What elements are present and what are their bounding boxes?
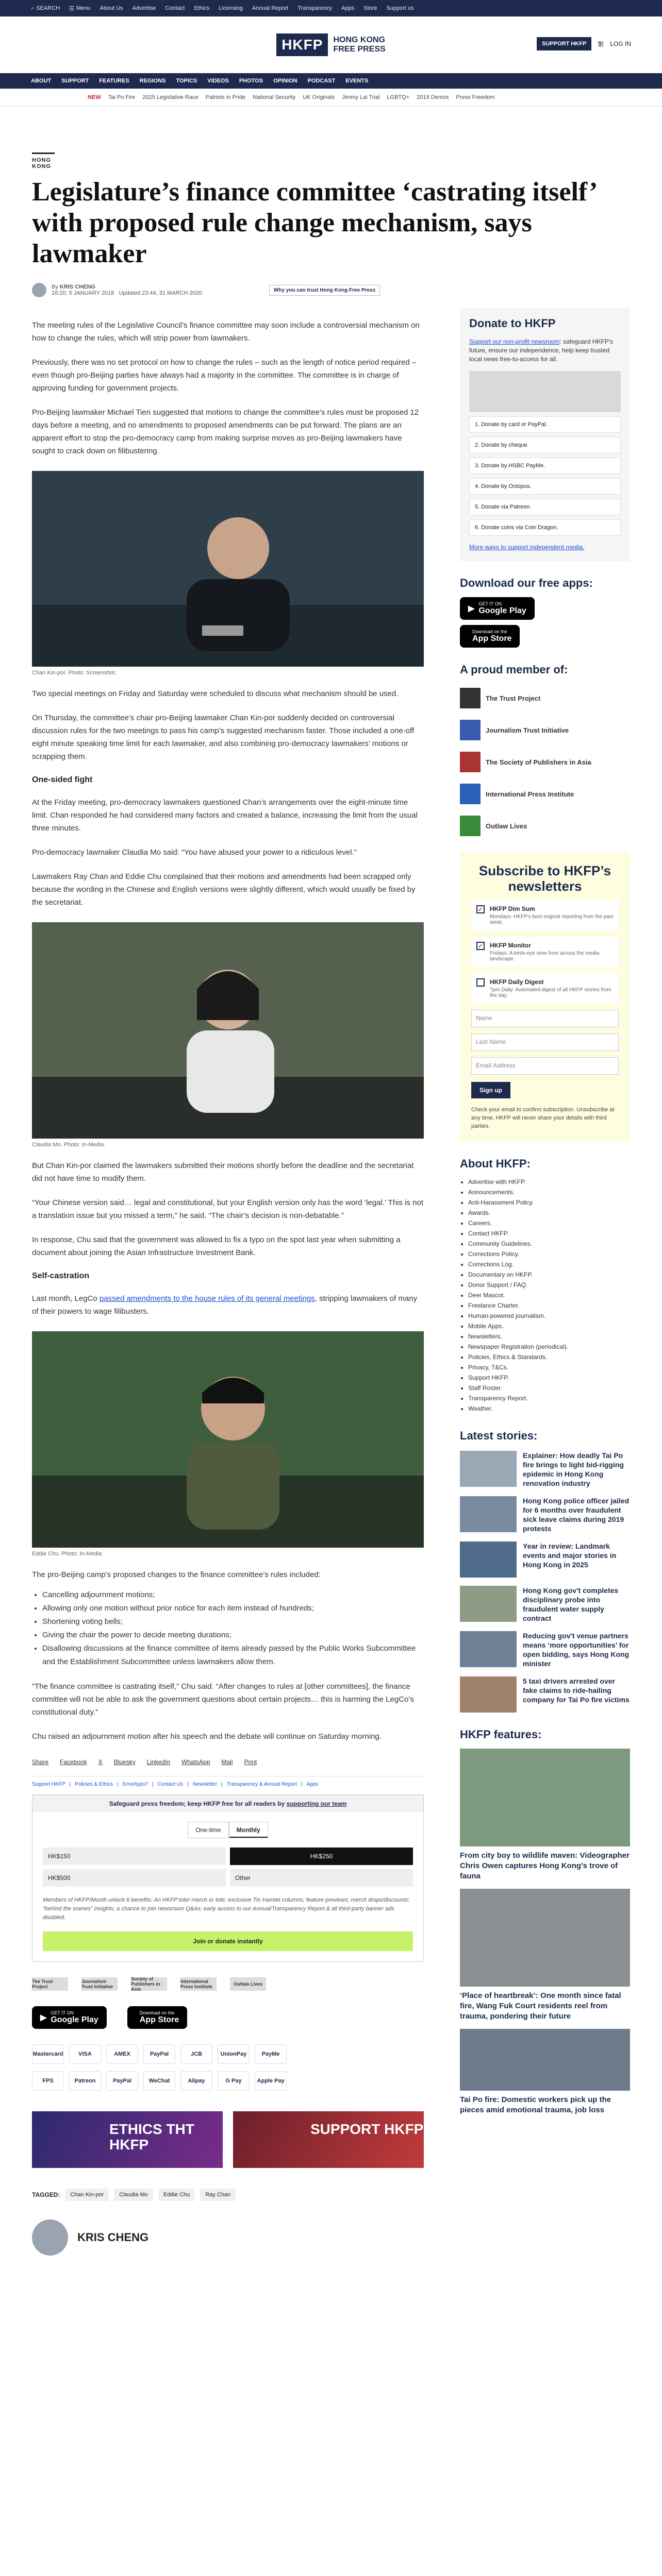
partner-jti[interactable]: Journalism Trust Initiative bbox=[460, 720, 630, 740]
amount-option[interactable]: Other bbox=[230, 1869, 413, 1887]
features-title: HKFP features: bbox=[460, 1728, 542, 1741]
about-title: About HKFP: bbox=[460, 1157, 531, 1170]
payme-icon: PayMe bbox=[255, 2044, 287, 2064]
amex-icon: AMEX bbox=[106, 2044, 138, 2064]
tag[interactable]: Ray Chan bbox=[200, 2189, 236, 2201]
partner-ipi[interactable]: International Press Institute bbox=[460, 784, 630, 804]
story-thumbnail bbox=[460, 1541, 517, 1578]
checkbox-checked-icon[interactable]: ✓ bbox=[476, 942, 485, 950]
email-field[interactable]: Email Address bbox=[471, 1057, 619, 1075]
newsletter-title: Subscribe to HKFP’s newsletters bbox=[478, 863, 611, 894]
photo-caption: Eddie Chu. Photo: In-Media. bbox=[32, 1551, 104, 1557]
about-link[interactable]: • Corrections Log. bbox=[468, 1259, 630, 1269]
about-link[interactable]: • Weather. bbox=[468, 1403, 630, 1414]
story-item[interactable]: Hong Kong gov't completes disciplinary probe into fraudulent water supply contract bbox=[460, 1586, 630, 1623]
ethics-banner[interactable]: ETHICS THT HKFP bbox=[32, 2111, 223, 2168]
support-link[interactable]: Contact Us bbox=[157, 1782, 184, 1787]
paragraph: “Your Chinese version said… legal and constitutional, but your English version only has the word ‘legal.’ This is not a translation issue but you missed a term,” he said. “The chair’s decision is non-debatable.” bbox=[32, 1198, 424, 1220]
apps-title: Download our free apps: bbox=[460, 577, 593, 589]
topbar-transparency[interactable]: Transparency bbox=[297, 5, 333, 11]
author-avatar[interactable] bbox=[32, 2219, 68, 2256]
latest-title: Latest stories: bbox=[460, 1429, 538, 1442]
trending-item[interactable]: Tai Po Fire bbox=[108, 94, 136, 100]
paypal-icon: PayPal bbox=[143, 2044, 175, 2064]
about-link[interactable]: • Anti-Harassment Policy. bbox=[468, 1197, 630, 1208]
paragraph: At the Friday meeting, pro-democracy lawmakers questioned Chan’s arrangements over the eight-minute time limit. Chan responded he had considered many factors and created a balance, increasing the limit from the usual three minutes. bbox=[32, 798, 418, 833]
main-nav bbox=[0, 73, 662, 89]
sidebar-donate: Donate to HKFP Support our non-profit newsroom: safeguard HKFP's future, ensure our independence, help keep trusted local news free-to-access for all. 1. Donate by card or PayPal. 2. Donate by cheque. 3. Donate by HSBC PayMe. 4. Donate by Octopus. 5. Donate via Patreon. 6. Donate coins via Coin Dragon. More ways to support independent media. bbox=[460, 308, 630, 561]
support-hkfp-button[interactable]: SUPPORT HKFP bbox=[537, 37, 591, 50]
wechat-icon: WeChat bbox=[143, 2071, 175, 2091]
nav-features[interactable]: FEATURES bbox=[99, 78, 129, 84]
ipi-icon bbox=[460, 784, 481, 804]
publish-date: 16:20, 5 JANUARY 2018 bbox=[52, 290, 114, 296]
unionpay-icon: UnionPay bbox=[218, 2044, 250, 2064]
support-link[interactable]: Newsletter bbox=[192, 1782, 218, 1787]
site-header bbox=[0, 16, 662, 73]
about-link[interactable]: • Corrections Policy. bbox=[468, 1249, 630, 1259]
trending-item[interactable]: 2025 Legislative Race bbox=[142, 94, 198, 100]
donate-option[interactable]: 4. Donate by Octopus. bbox=[469, 478, 621, 495]
story-thumbnail bbox=[460, 1451, 517, 1487]
subheading: Self-castration bbox=[32, 1272, 90, 1280]
about-link[interactable]: • Policies, Ethics & Standards. bbox=[468, 1352, 630, 1362]
about-link[interactable]: • Freelance Charter. bbox=[468, 1300, 630, 1311]
amount-option[interactable]: HK$500 bbox=[43, 1869, 226, 1887]
about-link[interactable]: • Staff Roster. bbox=[468, 1383, 630, 1393]
features-section bbox=[460, 1728, 630, 2115]
jcb-icon: JCB bbox=[180, 2044, 212, 2064]
tag[interactable]: Eddie Chu bbox=[158, 2189, 195, 2201]
sidebar-app-store[interactable]: Download on the App Store bbox=[460, 625, 520, 648]
story-item[interactable]: Hong Kong police officer jailed for 6 months over fraudulent sick leave claims during 2019 protests bbox=[460, 1496, 630, 1533]
donate-collage-image bbox=[469, 371, 621, 412]
tag[interactable]: Chan Kin-por bbox=[65, 2189, 109, 2201]
checkbox-icon[interactable] bbox=[476, 978, 485, 987]
trending-item[interactable]: Patriots in Pride bbox=[205, 94, 246, 100]
support-banner[interactable]: SUPPORT HKFP bbox=[233, 2111, 424, 2168]
logo-text-2: FREE PRESS bbox=[333, 45, 386, 54]
article-body bbox=[32, 308, 424, 2256]
paragraph: Lawmakers Ray Chan and Eddie Chu complained that their motions and amendments had been scrapped only because the wording in the Chinese and English versions were slightly different, which would usually be fixed by the secretariat. bbox=[32, 872, 416, 907]
checkbox-checked-icon[interactable]: ✓ bbox=[476, 905, 485, 913]
about-link[interactable]: • Contact HKFP. bbox=[468, 1228, 630, 1239]
page-body bbox=[32, 152, 630, 2244]
last-name-field[interactable]: Last Name bbox=[471, 1033, 619, 1051]
paragraph: On Thursday, the committee’s chair pro-Beijing lawmaker Chan Kin-por suddenly decided on controversial discussion rules for the two meetings to pass his camp’s suggested mechanism faster. Those included a one-off eight minute speaking time limit for each lawmaker, and also combining pro-democracy lawmakers’ motions or scrapping them. bbox=[32, 714, 415, 761]
topbar-contact[interactable]: Contact bbox=[165, 5, 185, 11]
language-toggle[interactable]: 繁 bbox=[598, 40, 604, 48]
about-link[interactable]: • Announcements. bbox=[468, 1187, 630, 1197]
trust-project-icon bbox=[460, 688, 481, 708]
site-logo[interactable] bbox=[276, 33, 386, 56]
feature-image[interactable] bbox=[460, 1749, 630, 1846]
rule-change-list bbox=[32, 1588, 424, 1669]
paragraph: Chu raised an adjournment motion after his speech and the debate will continue on Saturday morning. bbox=[32, 1732, 382, 1741]
donate-widget bbox=[32, 1794, 424, 1962]
nonprofit-link[interactable]: Support our non-profit newsroom bbox=[469, 338, 560, 345]
alipay-icon: Alipay bbox=[180, 2071, 212, 2091]
login-link[interactable]: LOG IN bbox=[610, 40, 631, 47]
photo-eddie-chu bbox=[32, 1331, 424, 1548]
mastercard-icon: Mastercard bbox=[32, 2044, 64, 2064]
donate-option[interactable]: 5. Donate via Patreon. bbox=[469, 499, 621, 515]
visa-icon: VISA bbox=[69, 2044, 101, 2064]
newsletter-signup bbox=[460, 852, 630, 1142]
nav-opinion[interactable]: OPINION bbox=[273, 78, 297, 84]
list-item: • Giving the chair the power to decide meeting durations; bbox=[42, 1629, 424, 1642]
patreon-icon: Patreon bbox=[69, 2071, 101, 2091]
share-x[interactable]: X bbox=[98, 1758, 103, 1766]
byline: By KRIS CHENG 16:20, 5 JANUARY 2018 Updated 23:44, 31 MARCH 2020 Why you can trust Hong Kong Free Press bbox=[32, 283, 630, 297]
fps-icon: FPS bbox=[32, 2071, 64, 2091]
paypal-icon: PayPal bbox=[106, 2071, 138, 2091]
list-item: • Shortening voting bells; bbox=[42, 1615, 424, 1629]
donate-option[interactable]: 1. Donate by card or PayPal. bbox=[469, 416, 621, 433]
story-thumbnail bbox=[460, 1676, 517, 1713]
proud-title: A proud member of: bbox=[460, 663, 568, 676]
search-link[interactable]: ⌕ SEARCH bbox=[31, 5, 60, 11]
trending-item[interactable]: LGBTQ+ bbox=[387, 94, 410, 100]
topbar-support[interactable]: Support us bbox=[386, 5, 414, 11]
nav-photos[interactable]: PHOTOS bbox=[239, 78, 263, 84]
feature-title[interactable]: Tai Po fire: Domestic workers pick up the pieces amid emotional trauma, job loss bbox=[460, 2095, 611, 2114]
topbar-store[interactable]: Store bbox=[363, 5, 377, 11]
support-link[interactable]: Apps bbox=[306, 1782, 319, 1787]
topbar-licensing[interactable]: Licensing bbox=[219, 5, 243, 11]
trending-item[interactable]: Press Freedom bbox=[456, 94, 495, 100]
paragraph: Previously, there was no set protocol on how to change the rules – such as the length of notice period required – even though pro-Beijing parties have always had a majority in the committee. The committee is in charge of approving funding for government projects. bbox=[32, 358, 417, 393]
membership-logos bbox=[32, 1977, 424, 1991]
play-icon: ▶ bbox=[40, 2013, 47, 2022]
share-facebook[interactable]: Facebook bbox=[60, 1758, 87, 1766]
support-team-link[interactable]: supporting our team bbox=[286, 1800, 347, 1807]
paragraph: Pro-Beijing lawmaker Michael Tien suggested that motions to change the committee’s rules must be proposed 12 days before a meeting, and no amendments to proposed amendments can be put forward. The plans are an apparent effort to stop the pro-democracy camp from making surprise moves as pro-Beijing lawmakers have sought to crack down on filibustering. bbox=[32, 408, 419, 455]
feature-title[interactable]: From city boy to wildlife maven: Videographer Chris Owen captures Hong Kong’s trove of fauna bbox=[460, 1851, 630, 1880]
menu-icon: ☰ bbox=[69, 5, 74, 12]
sidebar-partners bbox=[460, 663, 630, 836]
applepay-icon: Apple Pay bbox=[255, 2071, 287, 2091]
sidebar-apps bbox=[460, 577, 630, 648]
about-link[interactable]: • Newsletters. bbox=[468, 1331, 630, 1342]
trending-bar bbox=[0, 89, 662, 106]
about-link[interactable]: • Mobile Apps. bbox=[468, 1321, 630, 1331]
amount-options bbox=[43, 1848, 413, 1887]
about-link[interactable]: • Documentary on HKFP. bbox=[468, 1269, 630, 1280]
author-box-name[interactable]: KRIS CHENG bbox=[77, 2231, 149, 2244]
sopa-logo[interactable]: Society of Publishers in Asia bbox=[131, 1977, 167, 1991]
share-whatsapp[interactable]: WhatsApp bbox=[181, 1758, 210, 1766]
support-links: Support HKFP | Policies & Ethics | Error/typo? | Contact Us | Newsletter | Transparency & Annual Report | Apps bbox=[32, 1776, 424, 1787]
trending-item[interactable]: National Security bbox=[253, 94, 296, 100]
tagged-label: TAGGED: bbox=[32, 2191, 60, 2198]
author-avatar bbox=[32, 283, 46, 297]
nav-events[interactable]: EVENTS bbox=[345, 78, 369, 84]
paragraph: The meeting rules of the Legislative Council’s finance committee may soon include a controversial mechanism on how to change the rules, which will strip power from lawmakers. bbox=[32, 321, 420, 343]
menu-link[interactable]: ☰ Menu bbox=[69, 5, 91, 12]
story-thumbnail bbox=[460, 1586, 517, 1622]
amendments-link[interactable]: passed amendments to the house rules of its general meetings bbox=[99, 1294, 315, 1303]
topbar-advertise[interactable]: Advertise bbox=[132, 5, 156, 11]
new-label: NEW bbox=[88, 94, 101, 100]
logo-mark: HKFP bbox=[276, 33, 328, 56]
sidebar-donate-title: Donate to HKFP bbox=[469, 317, 556, 330]
topbar-apps[interactable]: Apps bbox=[341, 5, 355, 11]
latest-stories bbox=[460, 1429, 630, 1713]
partner-trust-project[interactable]: The Trust Project bbox=[460, 688, 630, 708]
story-thumbnail bbox=[460, 1631, 517, 1667]
paragraph: But Chan Kin-por claimed the lawmakers submitted their motions shortly before the deadline and the secretariat did not have time to modify them. bbox=[32, 1161, 414, 1183]
paragraph: Last month, LegCo passed amendments to the house rules of its general meetings, stripping lawmakers of many of their powers to wage filibusters. bbox=[32, 1294, 418, 1316]
donate-option[interactable]: 3. Donate by HSBC PayMe. bbox=[469, 457, 621, 474]
jti-logo[interactable]: Journalism Trust Initiative bbox=[81, 1977, 118, 1991]
share-label[interactable]: Share bbox=[32, 1758, 49, 1766]
about-link[interactable]: • Careers. bbox=[468, 1218, 630, 1228]
nav-topics[interactable]: TOPICS bbox=[176, 78, 197, 84]
story-item[interactable]: 5 taxi drivers arrested over fake claims to ride-hailing company for Tai Po fire victims bbox=[460, 1676, 630, 1713]
about-link[interactable]: • Donor Support / FAQ. bbox=[468, 1280, 630, 1290]
photo-caption: Chan Kin-por. Photo: Screenshot. bbox=[32, 670, 117, 676]
newsletter-note: Check your email to confirm subscription. Unsubscribe at any time. HKFP will never share your details with third parties. bbox=[471, 1107, 615, 1129]
gpay-icon: G Pay bbox=[218, 2071, 250, 2091]
outlaw-icon bbox=[460, 816, 481, 836]
nav-videos[interactable]: VIDEOS bbox=[207, 78, 229, 84]
member-benefits-note: Members of HKFP/Month unlock 6 benefits: An HKFP tote/ merch or tote; exclusive Tin Hamlet columns; feature previews; merch drops/discounts; “behind the scenes” insights; a chance to join newsroom Q&As; early access to our Annual/Transparency Report & all third-party banner ads disabled. bbox=[43, 1897, 410, 1921]
topbar-ethics[interactable]: Ethics bbox=[194, 5, 210, 11]
author-box bbox=[32, 2219, 424, 2256]
payment-methods-row-2 bbox=[32, 2071, 424, 2091]
utility-bar bbox=[0, 0, 662, 16]
tag-list bbox=[32, 2189, 424, 2201]
partner-outlaw[interactable]: Outlaw Lives bbox=[460, 816, 630, 836]
sopa-icon bbox=[460, 752, 481, 772]
play-icon: ▶ bbox=[468, 604, 475, 613]
share-print[interactable]: Print bbox=[244, 1758, 257, 1766]
paragraph: “The finance committee is castrating itself,” Chu said. “After changes to rules at [other committees], the finance committee will not be able to ask the government questions about certain projects… this is harming the LegCo’s constitutional duty.” bbox=[32, 1682, 414, 1717]
story-item[interactable]: Explainer: How deadly Tai Po fire brings to light bid-rigging epidemic in Hong Kong renovation industry bbox=[460, 1451, 630, 1488]
list-item: • Allowing only one motion without prior notice for each item instead of hundreds; bbox=[42, 1602, 424, 1615]
photo-caption: Claudia Mo. Photo: In-Media. bbox=[32, 1142, 106, 1148]
donate-option[interactable]: 2. Donate by cheque. bbox=[469, 437, 621, 453]
about-link[interactable]: • Privacy, T&Cs. bbox=[468, 1362, 630, 1372]
app-store-badge[interactable]: Download on the App Store bbox=[127, 2006, 187, 2029]
about-link[interactable]: • Transparency Report. bbox=[468, 1393, 630, 1403]
payment-methods-row-1 bbox=[32, 2044, 424, 2064]
story-item[interactable]: Year in review: Landmark events and major stories in Hong Kong in 2025 bbox=[460, 1541, 630, 1578]
updated-date: Updated 23:44, 31 MARCH 2020 bbox=[119, 290, 202, 296]
sidebar-google-play[interactable]: ▶ GET IT ON Google Play bbox=[460, 597, 535, 620]
sidebar bbox=[460, 308, 630, 2115]
share-mail[interactable]: Mail bbox=[221, 1758, 233, 1766]
ipi-logo[interactable]: International Press Institute bbox=[180, 1977, 217, 1991]
donate-headline: Safeguard press freedom; keep HKFP free for all readers by supporting our team bbox=[32, 1795, 423, 1812]
trending-item[interactable]: UK Originals bbox=[303, 94, 335, 100]
trust-button[interactable]: Why you can trust Hong Kong Free Press bbox=[269, 285, 380, 296]
feature-title[interactable]: ‘Place of heartbreak’: One month since fatal fire, Wang Fuk Court residents reel from trauma, pondering their future bbox=[460, 1991, 621, 2021]
paragraph: Pro-democracy lawmaker Claudia Mo said: “You have abused your power to a ridiculous level.” bbox=[32, 848, 357, 857]
signup-button[interactable]: Sign up bbox=[471, 1082, 510, 1098]
nav-about[interactable]: ABOUT bbox=[31, 78, 52, 84]
topbar-about[interactable]: About Us bbox=[100, 5, 123, 11]
paragraph: In response, Chu said that the government was allowed to fix a typo on the spot last year when submitting a document about joining the Asian Infrastructure Investment Bank. bbox=[32, 1235, 401, 1257]
search-icon: ⌕ bbox=[31, 5, 35, 11]
partner-sopa[interactable]: The Society of Publishers in Asia bbox=[460, 752, 630, 772]
section-label[interactable]: HONG KONG bbox=[32, 152, 55, 170]
more-ways-link[interactable]: More ways to support independent media. bbox=[469, 544, 585, 551]
join-donate-button[interactable]: Join or donate instantly bbox=[43, 1931, 413, 1951]
about-section bbox=[460, 1157, 630, 1414]
amount-option-selected[interactable]: HK$250 bbox=[230, 1848, 413, 1865]
about-link[interactable]: • Support HKFP. bbox=[468, 1372, 630, 1383]
monthly-tab[interactable]: Monthly bbox=[229, 1822, 268, 1838]
paragraph: Two special meetings on Friday and Saturday were scheduled to discuss what mechanism should be used. bbox=[32, 689, 399, 698]
photo-chan-kin-por bbox=[32, 471, 424, 667]
about-link[interactable]: • Newspaper Registration (periodical). bbox=[468, 1342, 630, 1352]
share-bluesky[interactable]: Bluesky bbox=[113, 1758, 136, 1766]
paragraph: The pro-Beijing camp’s proposed changes to the finance committee’s rules included: bbox=[32, 1570, 321, 1579]
author-name[interactable]: KRIS CHENG bbox=[59, 284, 95, 290]
google-play-badge[interactable]: ▶ GET IT ON Google Play bbox=[32, 2006, 107, 2029]
frequency-toggle bbox=[32, 1822, 423, 1838]
photo-claudia-mo bbox=[32, 922, 424, 1139]
newsletter-option[interactable]: HKFP Daily Digest 7pm Daily: Automated digest of all HKFP stories from the day. bbox=[471, 973, 619, 1004]
jti-icon bbox=[460, 720, 481, 740]
feature-image[interactable] bbox=[460, 1889, 630, 1987]
article-photo[interactable] bbox=[32, 471, 424, 667]
list-item: • Cancelling adjournment motions; bbox=[42, 1588, 424, 1602]
story-thumbnail bbox=[460, 1496, 517, 1532]
trending-item[interactable]: 2019 Demos bbox=[417, 94, 449, 100]
nav-regions[interactable]: REGIONS bbox=[139, 78, 166, 84]
subheading: One-sided fight bbox=[32, 775, 93, 784]
support-link[interactable]: Policies & Ethics bbox=[75, 1782, 113, 1787]
article-photo[interactable] bbox=[32, 1331, 424, 1548]
feature-image[interactable] bbox=[460, 2029, 630, 2091]
tag[interactable]: Claudia Mo bbox=[114, 2189, 153, 2201]
logo-text-1: HONG KONG bbox=[333, 36, 385, 44]
about-link[interactable]: • Deer Mascot. bbox=[468, 1290, 630, 1300]
about-link[interactable]: • Awards. bbox=[468, 1208, 630, 1218]
about-link[interactable]: • Community Guidelines. bbox=[468, 1239, 630, 1249]
amount-option[interactable]: HK$150 bbox=[43, 1848, 226, 1865]
about-list bbox=[460, 1177, 630, 1414]
donate-option[interactable]: 6. Donate coins via Coin Dragon. bbox=[469, 519, 621, 536]
article-photo[interactable] bbox=[32, 922, 424, 1139]
support-link[interactable]: Transparency & Annual Report bbox=[226, 1782, 297, 1787]
trending-item[interactable]: Jimmy Lai Trial bbox=[342, 94, 380, 100]
outlaw-logo[interactable]: Outlaw Lives bbox=[230, 1977, 266, 1991]
about-link[interactable]: • Advertise with HKFP. bbox=[468, 1177, 630, 1187]
story-item[interactable]: Reducing gov't venue partners means ‘more opportunities’ for open bidding, says Hong Kong minister bbox=[460, 1631, 630, 1668]
promo-banners bbox=[32, 2111, 424, 2168]
nav-support[interactable]: SUPPORT bbox=[61, 78, 89, 84]
share-linkedin[interactable]: LinkedIn bbox=[146, 1758, 171, 1766]
about-link[interactable]: • Human-powered journalism. bbox=[468, 1311, 630, 1321]
newsletter-option[interactable]: ✓ HKFP Monitor Fridays: A birds-eye view from across the media landscape. bbox=[471, 937, 619, 967]
support-link[interactable]: Support HKFP bbox=[32, 1782, 65, 1787]
share-bar bbox=[32, 1758, 424, 1766]
support-link[interactable]: Error/typo? bbox=[122, 1782, 148, 1787]
nav-podcast[interactable]: PODCAST bbox=[307, 78, 336, 84]
one-time-tab[interactable]: One-time bbox=[188, 1822, 228, 1838]
topbar-annual-report[interactable]: Annual Report bbox=[252, 5, 289, 11]
first-name-field[interactable]: Name bbox=[471, 1010, 619, 1027]
article-headline: Legislature’s finance committee ‘castrating itself’ with proposed rule change mechanism, says lawmaker bbox=[32, 177, 596, 268]
newsletter-option[interactable]: ✓ HKFP Dim Sum Mondays: HKFP's best original reporting from the past week. bbox=[471, 900, 619, 930]
list-item: • Disallowing discussions at the finance committee of items already passed by the Public Works Subcommittee and the Establishment Subcommittee unless lawmakers allow them. bbox=[42, 1642, 424, 1669]
trust-project-logo[interactable]: The Trust Project bbox=[32, 1977, 68, 1991]
